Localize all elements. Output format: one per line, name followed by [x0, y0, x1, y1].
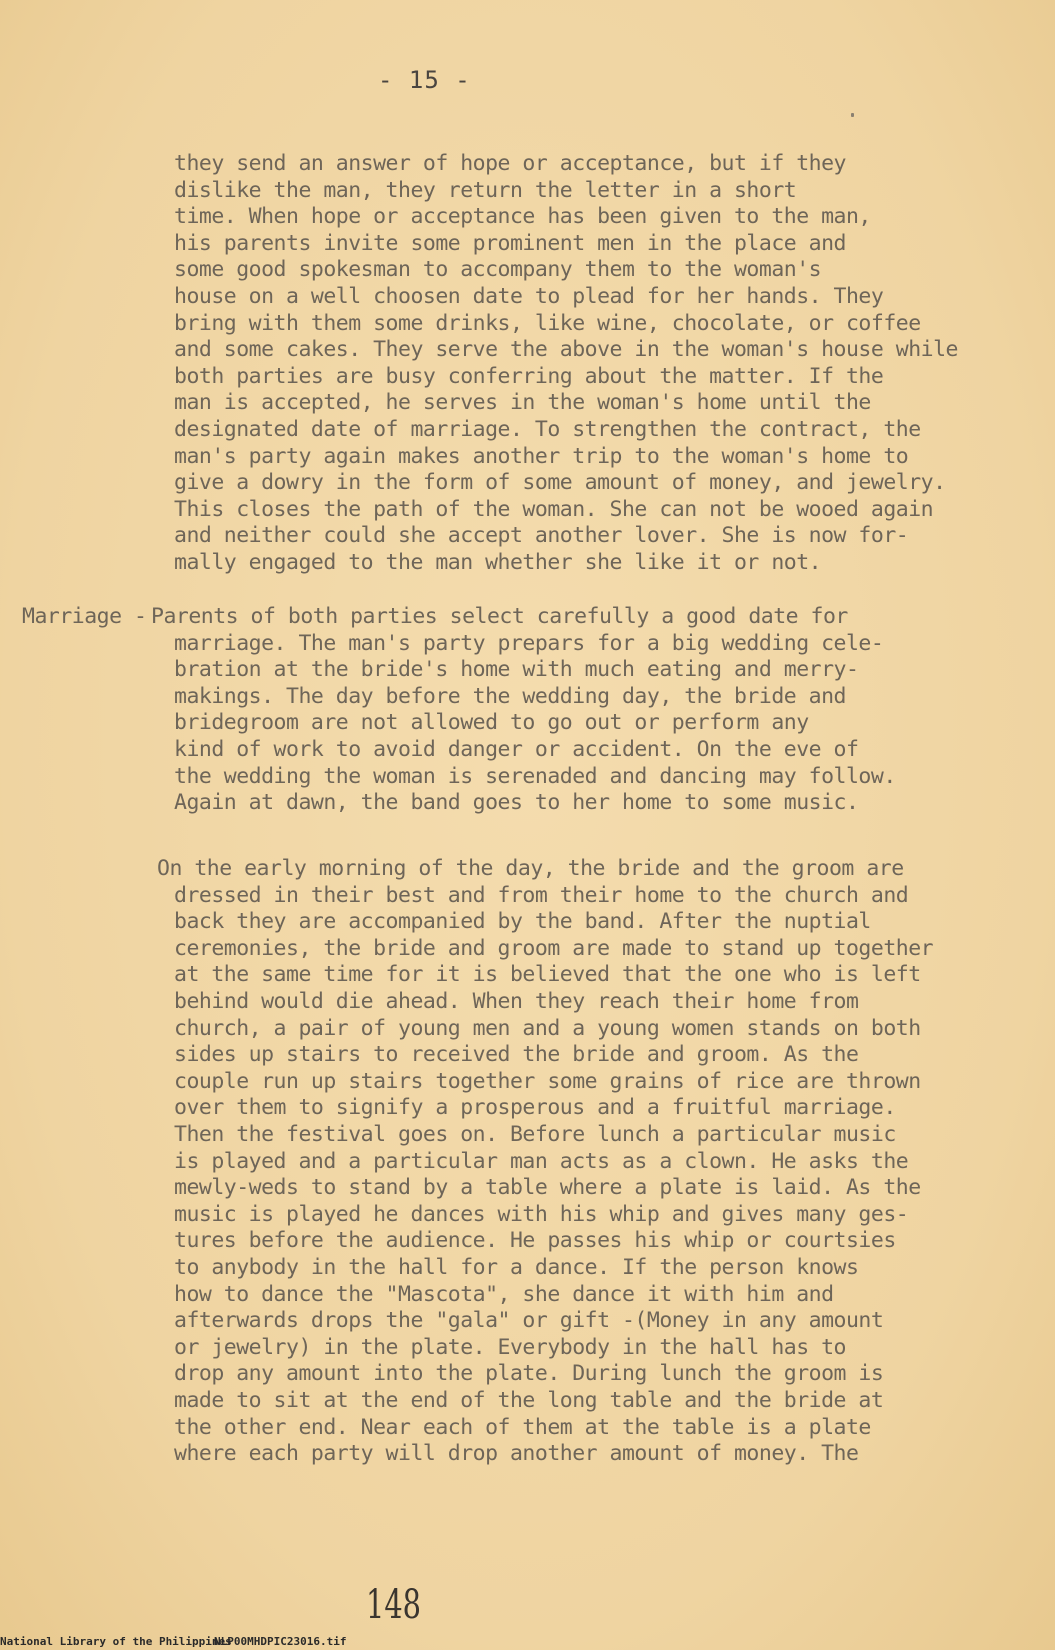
footer-file-name: NLP00MHDPIC23016.tif	[214, 1635, 347, 1648]
text-line: Then the festival goes on. Before lunch a particular music	[174, 1122, 896, 1147]
page-number: - 15 -	[378, 66, 471, 94]
text-line: or jewelry) in the plate. Everybody in the hall has to	[174, 1334, 846, 1360]
text-line: where each party will drop another amount of money. The	[174, 1441, 859, 1467]
text-line: dislike the man, they return the letter in a short	[174, 177, 797, 203]
text-line: how to dance the "Mascota", she dance it with him and	[174, 1281, 834, 1307]
text-line: kind of work to avoid danger or accident. On the eve of	[174, 737, 859, 762]
text-line: designated date of marriage. To strengthen the contract, the	[174, 417, 921, 442]
text-line: man is accepted, he serves in the woman's home until the	[174, 390, 871, 416]
text-line: man's party again makes another trip to the woman's home to	[174, 443, 909, 469]
text-line: and neither could she accept another lover. She is now for-	[174, 523, 909, 549]
text-line: bration at the bride's home with much eating and merry-	[174, 657, 859, 683]
text-line: tures before the audience. He passes his whip or courtsies	[174, 1228, 896, 1254]
text-line: back they are accompanied by the band. After the nuptial	[174, 909, 871, 935]
text-line: over them to signify a prosperous and a fruitful marriage.	[174, 1095, 896, 1121]
text-line: drop any amount into the plate. During lunch the groom is	[174, 1361, 884, 1387]
text-line: Again at dawn, the band goes to her home to some music.	[174, 790, 859, 816]
text-line: ceremonies, the bride and groom are made to stand up together	[174, 935, 934, 961]
text-line: mally engaged to the man whether she like it or not.	[174, 550, 822, 575]
text-line: time. When hope or acceptance has been given to the man,	[174, 204, 871, 230]
text-line: Parents of both parties select carefully a good date for	[151, 604, 848, 629]
text-line: to anybody in the hall for a dance. If the person knows	[174, 1255, 859, 1280]
text-line: some good spokesman to accompany them to the woman's	[174, 257, 822, 283]
text-line: his parents invite some prominent men in the place and	[174, 230, 846, 256]
text-line: mewly-weds to stand by a table where a plate is laid. As the	[174, 1175, 921, 1201]
text-line: give a dowry in the form of some amount of money, and jewelry.	[174, 470, 946, 496]
text-line: On the early morning of the day, the bride and the groom are	[157, 856, 904, 881]
text-line: they send an answer of hope or acceptance, but if they	[174, 151, 846, 176]
text-line: couple run up stairs together some grains of rice are thrown	[174, 1068, 921, 1094]
ink-speck	[851, 113, 854, 117]
footer-institution: National Library of the Philippines	[0, 1635, 232, 1648]
text-line: music is played he dances with his whip and gives many ges-	[174, 1201, 909, 1227]
text-line: house on a well choosen date to plead for her hands. They	[174, 284, 884, 309]
text-line: at the same time for it is believed that the one who is left	[174, 962, 921, 988]
text-line: the other end. Near each of them at the table is a plate	[174, 1414, 871, 1440]
text-line: both parties are busy conferring about the matter. If the	[174, 363, 884, 389]
handwritten-page-number: 148	[366, 1582, 421, 1628]
text-line: church, a pair of young men and a young women stands on both	[174, 1015, 921, 1041]
text-line: afterwards drops the "gala" or gift -(Money in any amount	[174, 1308, 884, 1334]
text-line: the wedding the woman is serenaded and dancing may follow.	[174, 763, 896, 789]
text-line: bring with them some drinks, like wine, chocolate, or coffee	[174, 310, 921, 336]
text-line: dressed in their best and from their home to the church and	[174, 882, 909, 908]
text-line: bridegroom are not allowed to go out or perform any	[174, 710, 809, 736]
text-line: makings. The day before the wedding day, the bride and	[174, 683, 846, 709]
text-line: made to sit at the end of the long table and the bride at	[174, 1388, 884, 1413]
text-line: behind would die ahead. When they reach their home from	[174, 989, 859, 1014]
text-line: is played and a particular man acts as a clown. He asks the	[174, 1148, 909, 1174]
text-line: sides up stairs to received the bride and groom. As the	[174, 1042, 859, 1068]
text-line: This closes the path of the woman. She can not be wooed again	[174, 496, 934, 522]
text-line: and some cakes. They serve the above in the woman's house while	[174, 337, 958, 363]
text-line: marriage. The man's party prepars for a big wedding cele-	[174, 630, 884, 656]
section-heading-marriage: Marriage -	[22, 604, 147, 629]
